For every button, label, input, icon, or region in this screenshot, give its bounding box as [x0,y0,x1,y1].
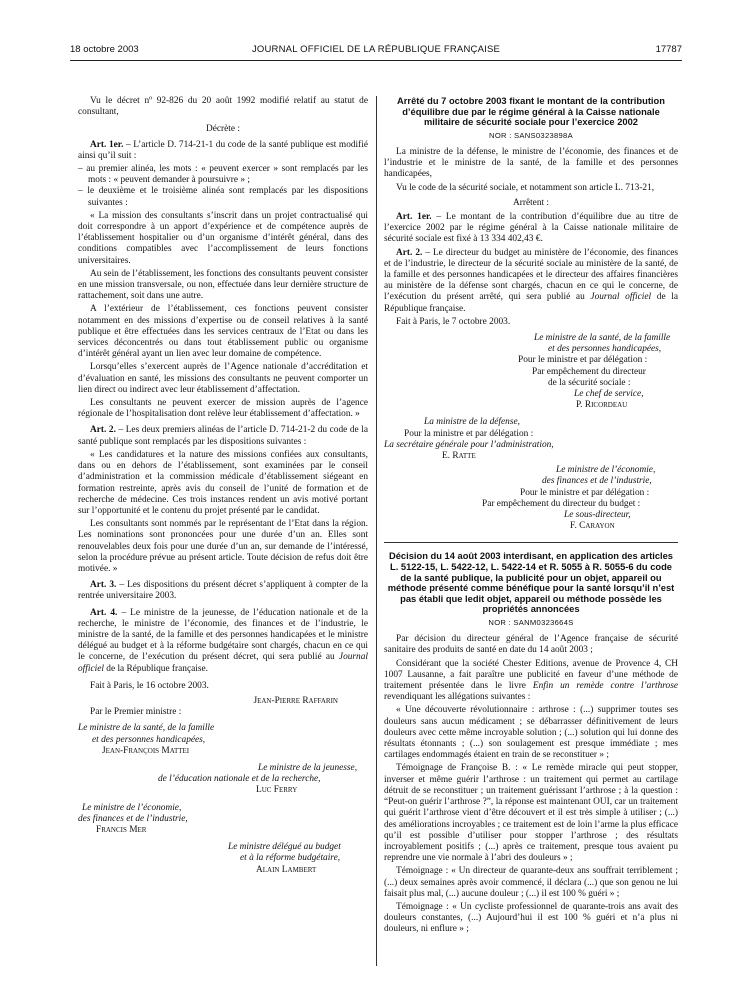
signatory-title: Le chef de service, [574,389,644,400]
signatory-line: Par empêchement du directeur [532,366,646,377]
article-2 [78,425,368,447]
running-head [70,44,682,58]
quote-paragraph: Les consultants ne peuvent exercer de mission auprès de l’agence régionale de l’hospitalisation dont relève leur établissement d’affectation. » [78,398,368,420]
decision-title: Décision du 14 août 2003 interdisant, en application des articles L. 5122-15, L. 5422-12, L. 5422-14 et R. 5055 à R. 5055-6 du code de la santé publique, la publicité pour un objet, appareil ou méthode présenté comme bénéfique pour la santé lorsqu’il n’est pas établi que ledit objet, appareil ou méthode possède les propriétés annoncées [387,551,675,615]
signatory-title: Le ministre de la jeunesse, [258,762,358,773]
column-rule [376,96,377,966]
header-rule [70,60,682,61]
quote-paragraph: Lorsqu’elles s’exercent auprès de l’Agence nationale d’accréditation et d’évaluation en santé, les missions des consultants ne peuvent comporter un lien direct ou indirect avec leur établissement d’affectation. [78,362,368,395]
decision-paragraph: « Une découverte révolutionnaire : arthrose : (...) supprimer toutes ses douleurs sans aucun médicament ; se débarrasser définitivement de leurs douleurs avec cette même incroyable solution ; (...) solution qui lui donne des résultats étonnants ; (...) son soulagement est presque immédiate ; mes cartilages endommagés étaient en train de se reconstituer » ; [384,705,678,761]
decision-paragraph [384,659,678,704]
section-separator [384,542,678,543]
arretent-heading: Arrêtent : [512,197,550,208]
decision-paragraph: Témoignage : « Un directeur de quarante-deux ans souffrait terriblement ; (...) deux semaines après avoir commencé, il déclara (...) que son genou ne lui faisait plus mal, (...) aucune douleur ; (...) il est 100 % guéri » ; [384,866,678,899]
quote-paragraph: Les consultants sont nommés par le représentant de l’Etat dans la région. Les nominations sont prononcées pour une durée d’un an. Elles sont renouvelables deux fois pour une durée d’un an, sur demande de l’intéressé, selon la procédure prévue au présent article. Toute décision de refus doit être motivée. » [78,519,368,574]
quote-paragraph: « La mission des consultants s’inscrit dans un projet contractualisé qui doit correspondre à un apport d’expérience et de compétence auprès de l’établissement hospitalier ou d’un organisme d’intérêt général, dans des conditions compatibles avec l’accomplissement de leurs fonctions universitaires. [78,210,368,266]
article-text: – Le montant de la contribution d’équilibre due au titre de l’exercice 2002 par le régime général à la Caisse nationale militaire de sécurité sociale est fixé à 13 334 402,43 €. [384,212,678,245]
signatory-line: de la sécurité sociale : [548,377,631,388]
signatory-intro: Par le Premier ministre : [90,707,182,718]
paragraph-text: Considérant que la société Chester Editions, avenue de Provence 4, CH 1007 Lausanne, a fait paraître une publicité en faveur d’une méthode de traitement présentée dans le livre [384,658,678,692]
signatory-title: et des personnes handicapées, [92,734,206,745]
signatory-name: Jean-Pierre Raffarin [253,695,338,706]
quote-paragraph: « Les candidatures et la nature des missions confiées aux consultants, dans ou en dehors de l’établissement, sont examinées par le conseil d’administration et la commission médicale d’établissement siégeant en formation restreinte, après avis du conseil de l’unité de formation et de recherche de médecine. Ces trois instances rendent un avis motivé portant sur l’opportunité et le contenu du projet présenté par le candidat. [78,449,368,516]
signatory-title: Le ministre délégué au budget [228,842,341,853]
article-text-end: de la République française. [384,292,678,314]
article-text: – Les deux premiers alinéas de l’article D. 714-21-2 du code de la santé publique sont remplacés par les dispositions suivantes : [78,425,368,447]
signatory-title: et des personnes handicapées, [548,344,662,355]
journal-officiel-ref: Journal officiel [78,652,368,674]
arrete-preamble: La ministre de la défense, le ministre de l’économie, des finances et de l’industrie et le ministre de la santé, de la famille et des personnes handicapées, [384,146,678,180]
header-page-number: 17787 [655,44,682,55]
left-column [78,96,368,876]
signatory-line: Pour le ministre et par délégation : [520,487,650,498]
signatory-line: Pour le ministre et par délégation : [518,355,648,366]
right-column [384,96,678,938]
signatory-line: Pour la ministre et par délégation : [404,428,534,439]
article-1 [78,140,368,162]
list-item: – au premier alinéa, les mots : « peuvent exercer » sont remplacés par les mots : « peuvent demander à poursuivre » ; [78,164,368,186]
book-title: Enfin un remède contre l’arthrose [532,681,678,692]
signatory-name: Alain Lambert [256,864,317,875]
signatory-title: des finances et de l’industrie, [78,813,188,824]
signatory-name: F. Carayon [570,521,615,532]
article-label: Art. 2. [90,425,116,436]
article-4 [78,608,368,675]
signatory-name: Jean-François Mattei [102,745,190,756]
article-label: Art. 4. [90,607,118,618]
signatory-name: Francis Mer [96,824,147,835]
article-text: – Les dispositions du présent décret s’appliquent à compter de la rentrée universitaire 2003. [78,580,369,602]
signatory-title: Le ministre de l’économie, [82,802,182,813]
place-date: Fait à Paris, le 7 octobre 2003. [396,316,511,327]
article-label: Art. 3. [90,580,117,591]
article-text: – Le directeur du budget au ministère de l’économie, des finances et de l’industrie, le directeur de la sécurité sociale au ministère de la santé, de la famille et des personnes handicapées et le directeur des affaires financières au ministère de la défense sont chargés, chacun en ce qui le concerne, de l’exécution du présent arrêté, qui sera publié au [384,247,679,303]
signatory-title: La ministre de la défense, [424,417,520,428]
decision-nor: NOR : SANM0323664S [488,618,574,628]
signatory-name: P. Ricordeau [576,400,628,411]
signatory-name: Luc Ferry [256,785,298,796]
article-text-end: de la République française. [103,663,208,674]
paragraph-text-end: revendiquant les allégations suivantes : [384,692,531,703]
signatory-name: E. Ratte [442,451,476,462]
arrete-nor: NOR : SANS0323898A [489,130,573,140]
signatory-title: de l’éducation nationale et de la recherche, [158,774,321,785]
article-text: – Le ministre de la jeunesse, de l’éducation nationale et de la recherche, le ministre de l’économie, des finances et de l’industrie, le ministre de la santé, de la famille et des personnes handicapées et le ministre délégué au budget et à la réforme budgétaire sont chargés, chacun en ce qui le concerne, de l’exécution du présent décret, qui sera publié au [78,607,369,663]
signatory-title: Le ministre de l’économie, [556,465,656,476]
decrete-heading: Décrète : [206,124,240,135]
signatory-line: Par empêchement du directeur du budget : [482,498,641,509]
signatory-title: et à la réforme budgétaire, [240,853,341,864]
arrete-title: Arrêté du 7 octobre 2003 fixant le montant de la contribution d’équilibre due par le régime général à la Caisse nationale militaire de sécurité sociale pour l’exercice 2002 [397,96,665,128]
signatory-title: Le sous-directeur, [564,510,631,521]
arrete-article-2 [384,248,678,315]
article-label: Art. 2. [396,247,423,258]
article-text: – L’article D. 714-21-1 du code de la santé publique est modifié ainsi qu’il suit : [78,139,368,161]
article-1-list [78,164,368,209]
signatory-title: des finances et de l’industrie, [542,476,652,487]
quote-paragraph: A l’extérieur de l’établissement, ces fonctions peuvent consister notamment en des missions d’expertise ou de conseil relatives à la santé publique et être effectuées dans les services centraux de l’Etat ou dans les services déconcentrés ou dans tout établissement public ou organisme d’intérêt général ayant un lien avec leur domaine de compétence. [78,304,368,360]
journal-officiel-ref: Journal officiel [590,292,652,303]
header-title: JOURNAL OFFICIEL DE LA RÉPUBLIQUE FRANÇAISE [251,44,501,55]
header-date: 18 octobre 2003 [70,44,139,55]
signatory-title: Le ministre de la santé, de la famille [534,333,671,344]
visa-paragraph: Vu le décret nº 92-826 du 20 août 1992 modifié relatif au statut de consultant, [78,96,368,118]
arrete-article-1 [384,212,678,246]
signatory-title: Le ministre de la santé, de la famille [78,723,215,734]
article-label: Art. 1er. [396,212,432,222]
place-date: Fait à Paris, le 16 octobre 2003. [90,680,209,691]
decision-paragraph: Témoignage de Françoise B. : « Le remède miracle qui peut stopper, inverser et même guérir l’arthrose : un traitement qui permet au cartilage détruit de se reconstituer ; un traitement guérissant l’arthrose ; à la question : “Peut-on guérir l’arthrose ?”, la réponse est maintenant OUI, car un traitement qui guérit l’arthrose vient d’être découvert et il est très simple à utiliser ; (...) des améliorations incroyables ; ce traitement est de loin l’arme la plus efficace qu’il est possible d’utiliser pour stopper l’arthrose ; des résultats incroyablement positifs ; (...) après ce traitement, presque tous avaient pu reprendre une vie normale à l’abri des douleurs » ; [384,763,678,864]
decision-paragraph: Par décision du directeur général de l’Agence française de sécurité sanitaire des produits de santé en date du 14 août 2003 ; [384,634,678,656]
decision-paragraph: Témoignage : « Un cycliste professionnel de quarante-trois ans avait des douleurs constantes, (...) Aujourd’hui il est 100 % guéri et n’a plus ni douleurs, ni enflure » ; [384,901,678,935]
list-item: – le deuxième et le troisième alinéa sont remplacés par les dispositions suivantes : [78,186,368,208]
arrete-visa: Vu le code de la sécurité sociale, et notamment son article L. 713-21, [396,182,655,193]
quote-paragraph: Au sein de l’établissement, les fonctions des consultants peuvent consister en une mission transversale, ou non, effectuée dans leur dernière structure de rattachement, soit dans une autre. [78,268,368,302]
signatory-title: La secrétaire générale pour l’administration, [384,439,554,450]
article-label: Art. 1er. [90,139,124,150]
article-3 [78,580,368,602]
